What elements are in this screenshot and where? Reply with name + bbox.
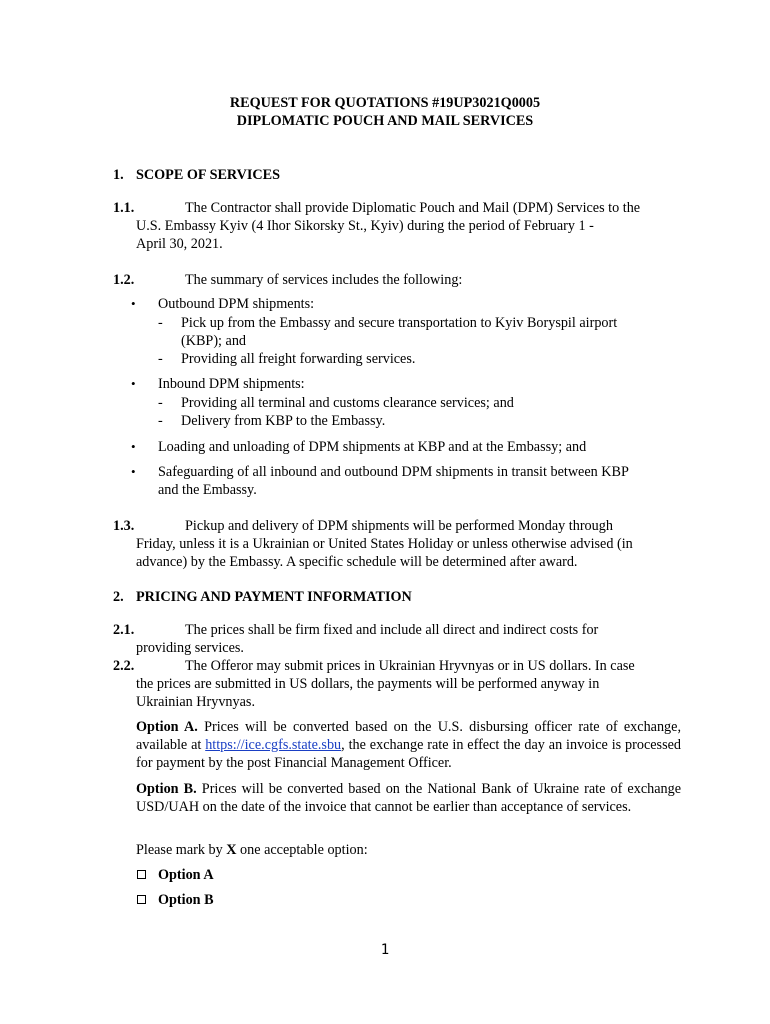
paragraph-2-2-line-1: The Offeror may submit prices in Ukrainian Hryvnyas or in US dollars. In case [185,658,635,674]
section-2-title: PRICING AND PAYMENT INFORMATION [136,589,412,605]
option-b-text: Prices will be converted based on the National Bank of Ukraine rate of exchange USD/UAH on the date of the invoice that cannot be earlier than acceptance of services. [136,781,681,815]
page-number: 1 [380,942,390,958]
paragraph-1-3-number: 1.3. [113,518,135,534]
bullet-glyph: • [131,464,136,479]
paragraph-2-2-line-2: the prices are submitted in US dollars, the payments will be performed anyway in [136,676,600,692]
dash-glyph: - [158,413,163,429]
option-a-paragraph [136,718,681,772]
mark-prompt-before: Please mark by [136,842,227,858]
section-2-number: 2. [113,589,124,605]
paragraph-1-2-number: 1.2. [113,272,135,288]
paragraph-1-1-line-2: U.S. Embassy Kyiv (4 Ihor Sikorsky St., Kyiv) during the period of February 1 - [136,218,594,234]
option-a-text-2: , the exchange rate in effect the day an invoice is processed for payment by the post Financial Management Officer. [136,737,681,771]
bullet-inbound-label: Inbound DPM shipments: [158,376,305,392]
exchange-rate-link[interactable]: https://ice.cgfs.state.sbu [205,737,342,753]
paragraph-2-1-line-2: providing services. [136,640,244,656]
bullet-loading-text: Loading and unloading of DPM shipments at KBP and at the Embassy; and [158,439,587,455]
section-2-heading [113,588,412,606]
mark-prompt-x: X [226,842,237,858]
dash-item-continuation: (KBP); and [181,333,247,349]
bullet-safeguarding-continuation: and the Embassy. [158,482,257,498]
option-b-checkbox-label: Option B [158,892,214,908]
paragraph-1-2-text: The summary of services includes the following: [185,272,463,288]
bullet-glyph: • [131,296,136,311]
paragraph-1-3-line-1: Pickup and delivery of DPM shipments will be performed Monday through [185,518,613,534]
dash-glyph: - [158,351,163,367]
paragraph-1-3-line-2: Friday, unless it is a Ukrainian or United States Holiday or unless otherwise advised (in [136,536,633,552]
paragraph-1-1-line-1: The Contractor shall provide Diplomatic Pouch and Mail (DPM) Services to the [185,200,641,216]
bullet-glyph: • [131,439,136,454]
option-a-label: Option A. [136,719,198,735]
dash-item-text: Delivery from KBP to the Embassy. [181,413,386,429]
section-1-number: 1. [113,167,124,183]
bullet-outbound-label: Outbound DPM shipments: [158,296,315,312]
mark-option-prompt [136,841,368,859]
dash-glyph: - [158,395,163,411]
option-a-checkbox[interactable] [137,870,146,879]
paragraph-2-2-line-3: Ukrainian Hryvnyas. [136,694,255,710]
paragraph-1-1-number: 1.1. [113,200,135,216]
document-title: REQUEST FOR QUOTATIONS #19UP3021Q0005 [229,95,541,111]
dash-item-text: Providing all freight forwarding services. [181,351,416,367]
option-b-checkbox[interactable] [137,895,146,904]
bullet-glyph: • [131,376,136,391]
paragraph-1-1-line-3: April 30, 2021. [136,236,223,252]
dash-glyph: - [158,315,163,331]
section-1-heading [113,166,280,184]
paragraph-2-2-number: 2.2. [113,658,135,674]
section-1-title: SCOPE OF SERVICES [136,167,281,183]
paragraph-2-1-number: 2.1. [113,622,135,638]
paragraph-1-3-line-3: advance) by the Embassy. A specific schedule will be determined after award. [136,554,578,570]
mark-prompt-after: one acceptable option: [236,842,368,858]
option-a-checkbox-label: Option A [158,867,214,883]
dash-item-text: Providing all terminal and customs clearance services; and [181,395,514,411]
document-subtitle: DIPLOMATIC POUCH AND MAIL SERVICES [236,113,534,129]
option-b-paragraph [136,780,681,816]
option-b-label: Option B. [136,781,197,797]
dash-item-text: Pick up from the Embassy and secure transportation to Kyiv Boryspil airport [181,315,618,331]
bullet-safeguarding-text: Safeguarding of all inbound and outbound DPM shipments in transit between KBP [158,464,629,480]
option-a-text-1: Prices will be converted based on the U.S. disbursing officer rate of exchange, available at [136,719,681,753]
paragraph-2-1-line-1: The prices shall be firm fixed and include all direct and indirect costs for [185,622,599,638]
